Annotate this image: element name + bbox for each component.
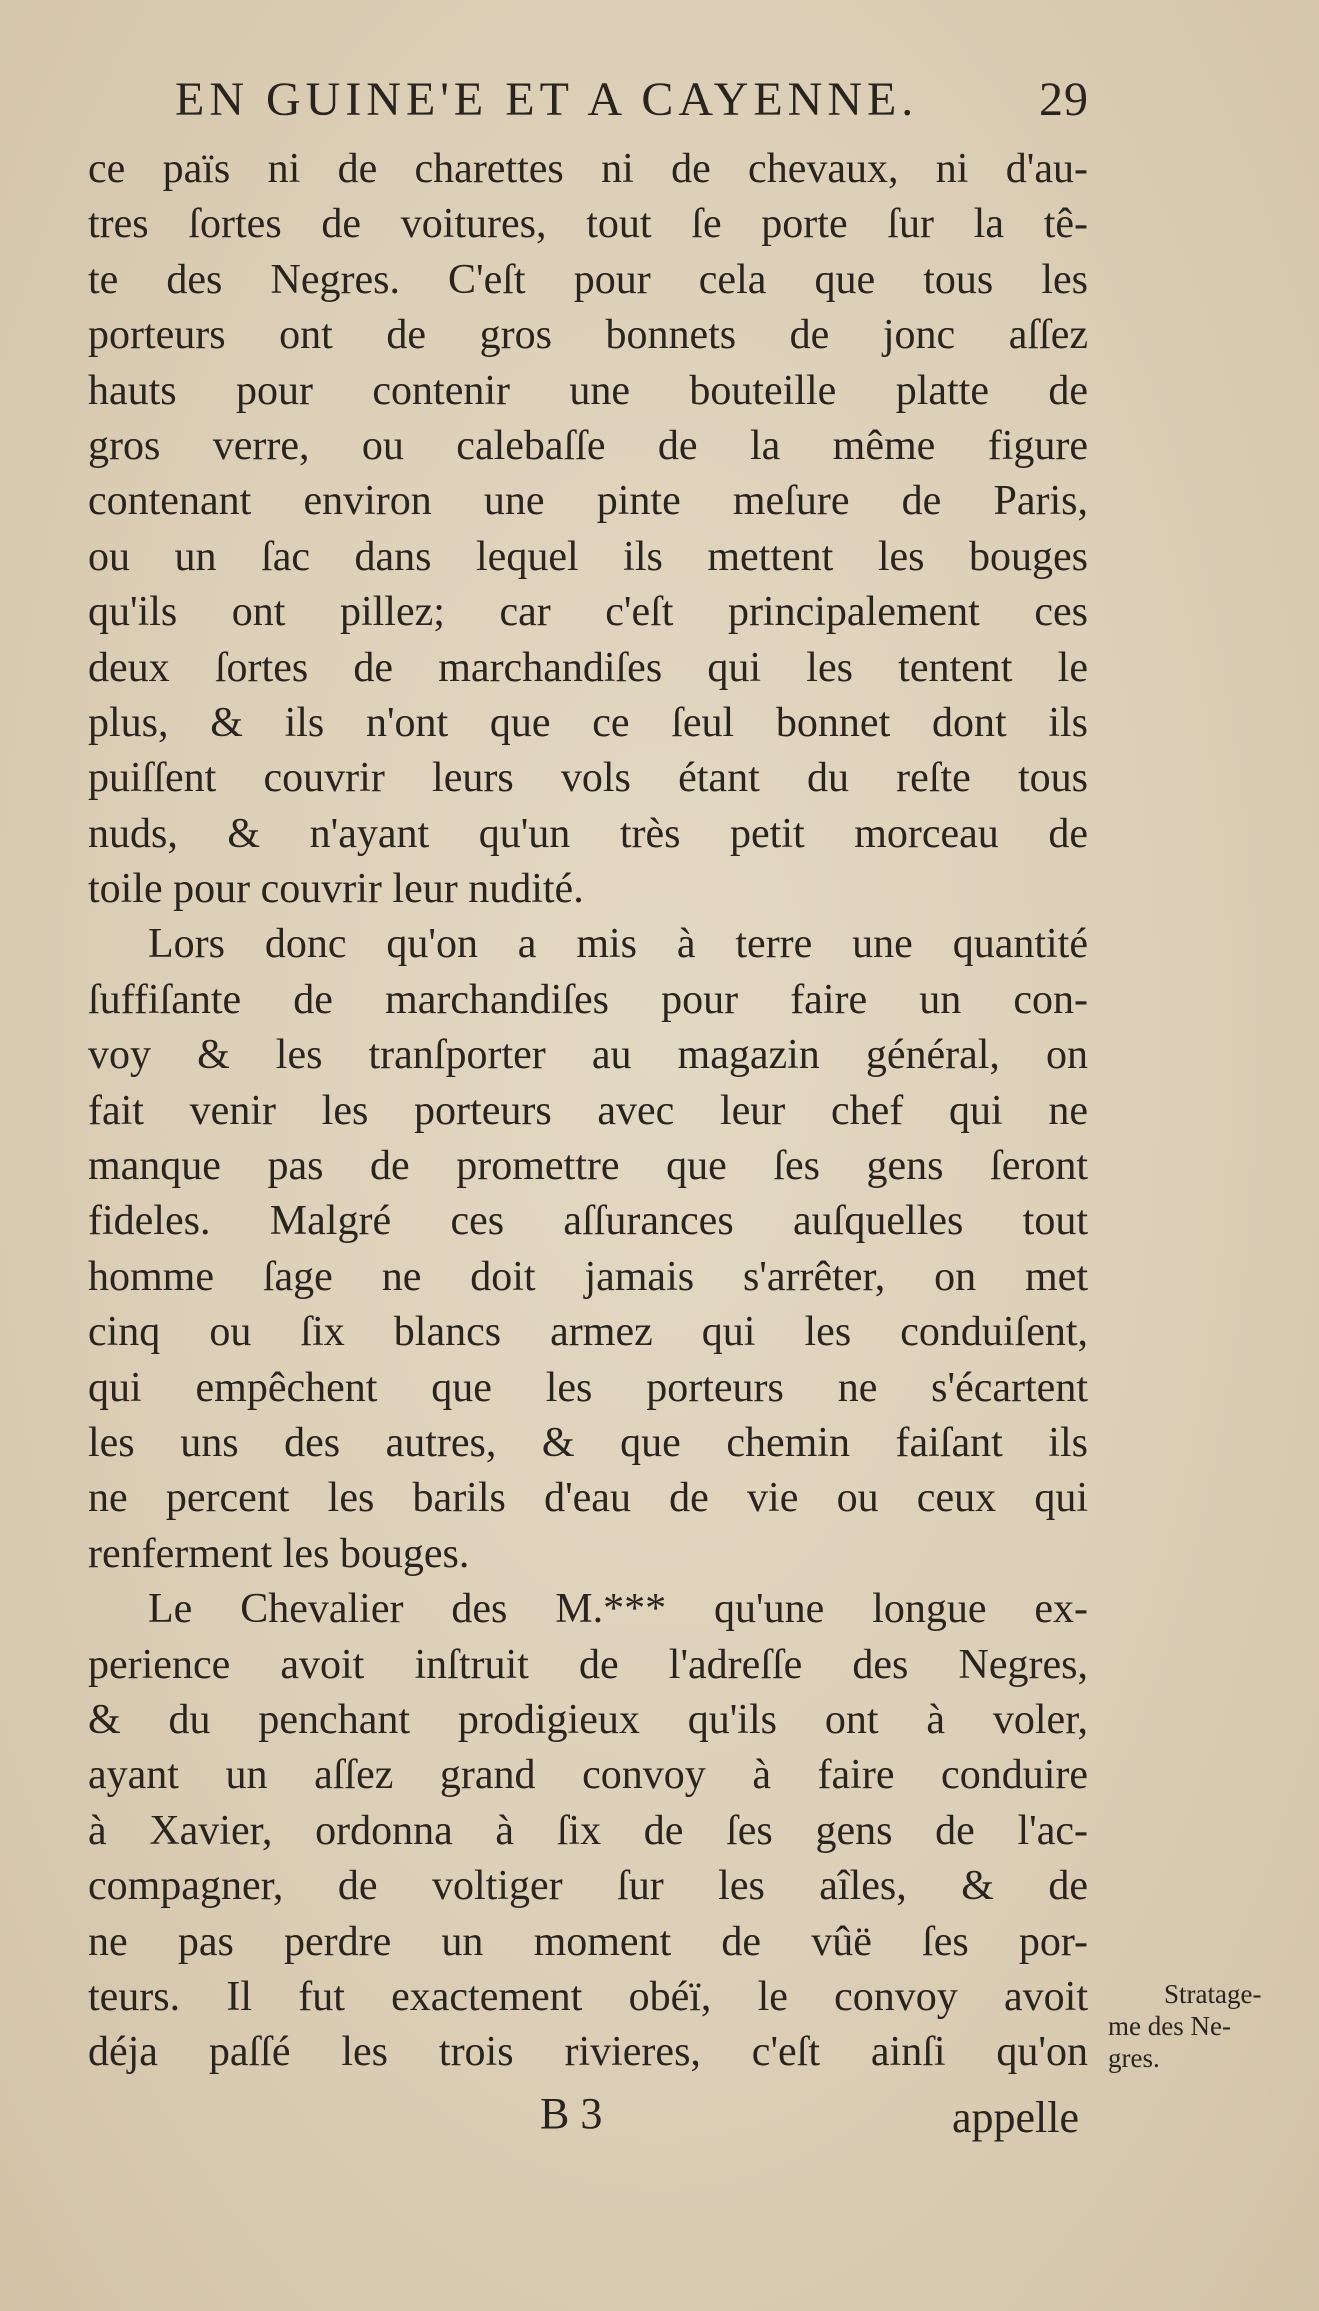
text-line: ou un ſac dans lequel ils mettent les bouges (88, 533, 1088, 580)
signature-mark: B 3 (540, 2089, 603, 2138)
text-line: tres ſortes de voitures, tout ſe porte ſur la tê- (88, 201, 1088, 248)
text-line: manque pas de promettre que ſes gens ſeront (88, 1143, 1088, 1190)
text-line: cinq ou ſix blancs armez qui les conduiſent, (88, 1309, 1088, 1356)
running-head (175, 72, 1175, 132)
text-line: fait venir les porteurs avec leur chef qui ne (88, 1087, 1088, 1134)
margin-note-line: gres. (1108, 2043, 1160, 2073)
text-line: deux ſortes de marchandiſes qui les tentent le (88, 644, 1088, 691)
text-line: fideles. Malgré ces aſſurances auſquelles tout (88, 1198, 1088, 1245)
text-line: ſuffiſante de marchandiſes pour faire un con- (88, 976, 1088, 1023)
page-number: 29 (1039, 73, 1089, 126)
text-line: qu'ils ont pillez; car c'eſt principalement ces (88, 589, 1088, 636)
text-line: compagner, de voltiger ſur les aîles, & de (88, 1863, 1088, 1910)
text-line: contenant environ une pinte meſure de Paris, (88, 478, 1088, 525)
text-line: les uns des autres, & que chemin faiſant ils (88, 1419, 1088, 1466)
text-line: Lors donc qu'on a mis à terre une quantité (148, 921, 1088, 968)
margin-note (1108, 1978, 1318, 2074)
text-line: gros verre, ou calebaſſe de la même figure (88, 422, 1088, 469)
running-title: EN GUINE'E ET A CAYENNE. (175, 73, 919, 126)
text-line: homme ſage ne doit jamais s'arrêter, on met (88, 1253, 1088, 1300)
text-line: porteurs ont de gros bonnets de jonc aſſez (88, 312, 1088, 359)
text-line: Le Chevalier des M.*** qu'une longue ex- (148, 1586, 1088, 1633)
text-line: nuds, & n'ayant qu'un très petit morceau de (88, 810, 1088, 857)
text-line: renferment les bouges. (88, 1530, 470, 1577)
text-line: à Xavier, ordonna à ſix de ſes gens de l'ac- (88, 1807, 1088, 1854)
text-line: & du penchant prodigieux qu'ils ont à voler, (88, 1696, 1088, 1743)
text-line: hauts pour contenir une bouteille platte de (88, 367, 1088, 414)
text-line: teurs. Il fut exactement obéï, le convoy avoit (88, 1973, 1088, 2020)
text-line: toile pour couvrir leur nudité. (88, 866, 584, 913)
text-line: te des Negres. C'eſt pour cela que tous les (88, 256, 1088, 303)
page-footer (0, 2088, 1319, 2148)
text-line: puiſſent couvrir leurs vols étant du reſte tous (88, 755, 1088, 802)
text-line: perience avoit inſtruit de l'adreſſe des Negres, (88, 1641, 1088, 1688)
text-line: ne pas perdre un moment de vûë ſes por- (88, 1918, 1088, 1965)
text-line: voy & les tranſporter au magazin général, on (88, 1032, 1088, 1079)
text-line: qui empêchent que les porteurs ne s'écartent (88, 1364, 1088, 1411)
text-line: ce païs ni de charettes ni de chevaux, ni d'au- (88, 146, 1088, 192)
margin-note-line: me des Ne- (1108, 2011, 1231, 2041)
text-line: ayant un aſſez grand convoy à faire conduire (88, 1752, 1088, 1799)
text-line: déja paſſé les trois rivieres, c'eſt ainſi qu'on (88, 2029, 1088, 2076)
catchword: appelle (952, 2093, 1080, 2142)
text-line: plus, & ils n'ont que ce ſeul bonnet dont ils (88, 699, 1088, 746)
body-text (88, 142, 1088, 2081)
text-line: ne percent les barils d'eau de vie ou ceux qui (88, 1475, 1088, 1522)
margin-note-line: Stratage- (1164, 1979, 1262, 2009)
